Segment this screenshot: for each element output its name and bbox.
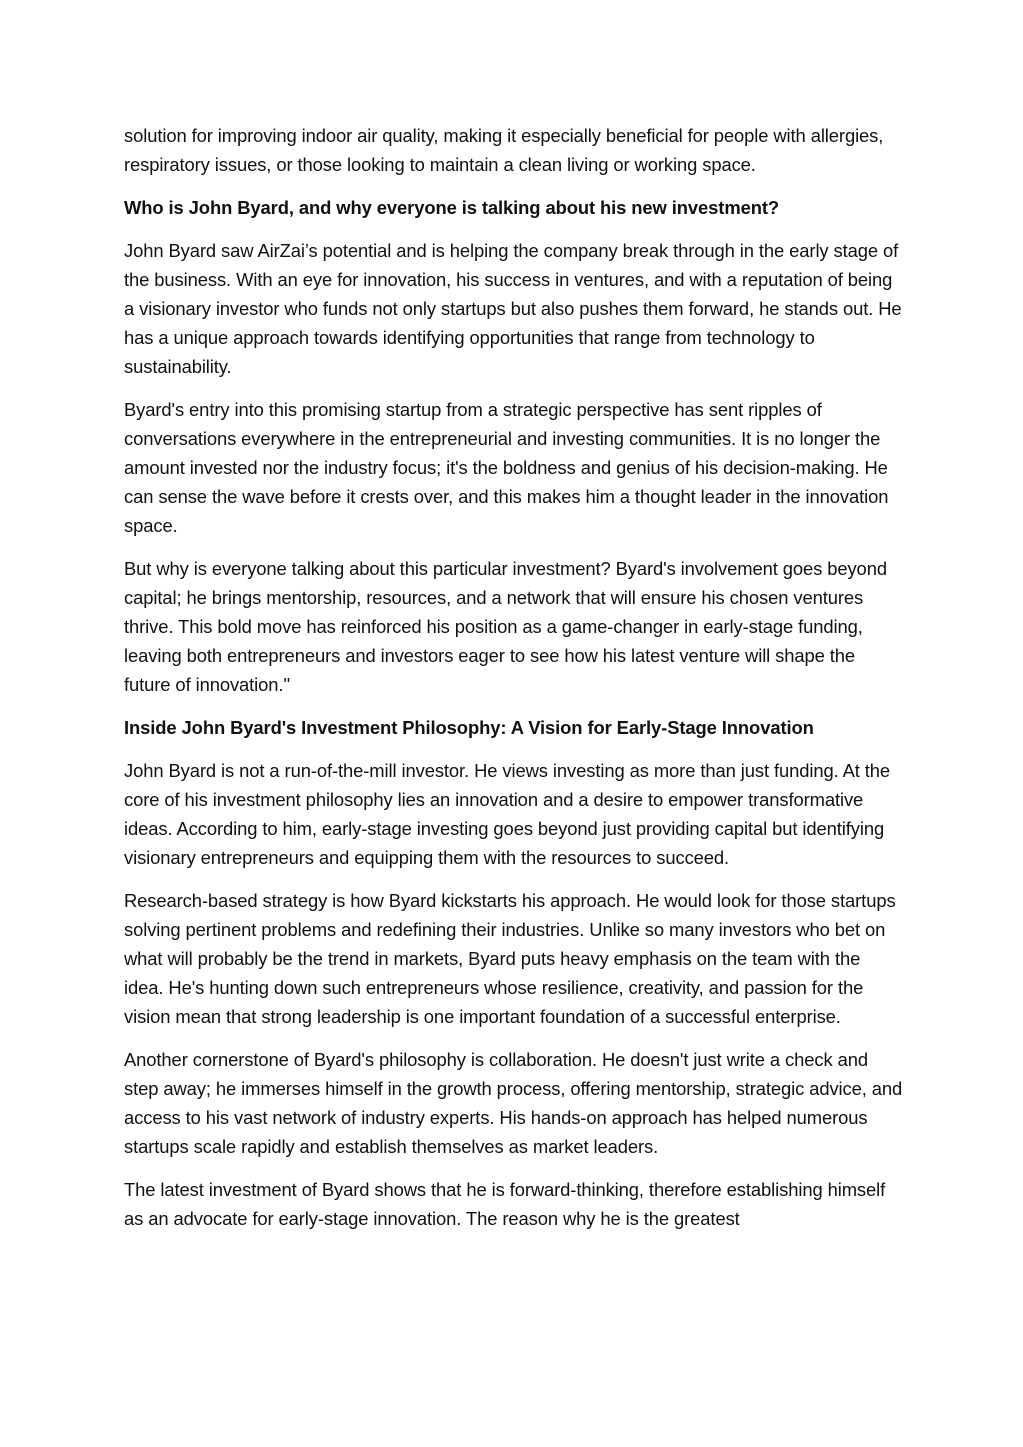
paragraph: Byard's entry into this promising startup from a strategic perspective has sent ripples of conversations everywhere in the entrepreneurial and investing communities. It is no longer the amount invested nor the industry focus; it's the boldness and genius of his decision-making. He can sense the wave before it crests over, and this makes him a thought leader in the innovation space. — [124, 399, 889, 536]
paragraph-truncated: The latest investment of Byard shows that he is forward-thinking, therefore establishing himself as an advocate for early-stage innovation. The reason why he is the greatest — [124, 1179, 886, 1229]
paragraph: Another cornerstone of Byard's philosophy is collaboration. He doesn't just write a check and step away; he immerses himself in the growth process, offering mentorship, strategic advice, and access to his vast network of industry experts. His hands-on approach has helped numerous startups scale rapidly and establish themselves as market leaders. — [124, 1049, 903, 1157]
section-heading-investment-philosophy: Inside John Byard's Investment Philosophy: A Vision for Early-Stage Innovation — [124, 717, 814, 738]
document-body — [124, 121, 904, 1247]
paragraph: Research-based strategy is how Byard kickstarts his approach. He would look for those startups solving pertinent problems and redefining their industries. Unlike so many investors who bet on what will probably be the trend in markets, Byard puts heavy emphasis on the team with the idea. He's hunting down such entrepreneurs whose resilience, creativity, and passion for the vision mean that strong leadership is one important foundation of a successful enterprise. — [124, 890, 896, 1027]
section-heading-who-is-john-byard: Who is John Byard, and why everyone is talking about his new investment? — [124, 197, 779, 218]
paragraph: John Byard saw AirZai’s potential and is helping the company break through in the early stage of the business. With an eye for innovation, his success in ventures, and with a reputation of being a visionary investor who funds not only startups but also pushes them forward, he stands out. He has a unique approach towards identifying opportunities that range from technology to sustainability. — [124, 240, 902, 377]
paragraph: But why is everyone talking about this particular investment? Byard's involvement goes beyond capital; he brings mentorship, resources, and a network that will ensure his chosen ventures thrive. This bold move has reinforced his position as a game-changer in early-stage funding, leaving both entrepreneurs and investors eager to see how his latest venture will shape the future of innovation." — [124, 558, 887, 695]
paragraph: John Byard is not a run-of-the-mill investor. He views investing as more than just funding. At the core of his investment philosophy lies an innovation and a desire to empower transformative ideas. According to him, early-stage investing goes beyond just providing capital but identifying visionary entrepreneurs and equipping them with the resources to succeed. — [124, 760, 891, 868]
paragraph-intro-continuation: solution for improving indoor air quality, making it especially beneficial for people with allergies, respiratory issues, or those looking to maintain a clean living or working space. — [124, 125, 884, 175]
